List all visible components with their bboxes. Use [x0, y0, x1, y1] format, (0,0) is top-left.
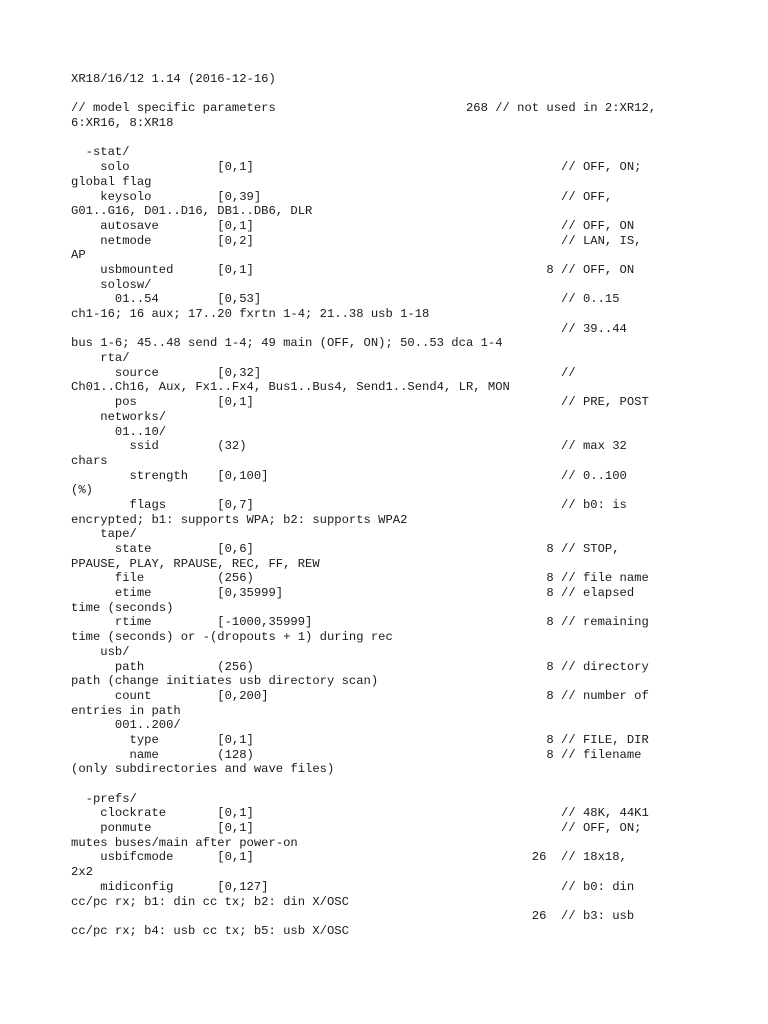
- text-line: flags [0,7] // b0: is: [71, 497, 627, 512]
- text-line: 6:XR16, 8:XR18: [71, 116, 174, 131]
- text-line: cc/pc rx; b4: usb cc tx; b5: usb X/OSC: [71, 923, 349, 938]
- text-line: time (seconds) or -(dropouts + 1) during rec: [71, 630, 393, 645]
- text-line: XR18/16/12 1.14 (2016-12-16): [71, 72, 276, 86]
- text-line: ch1-16; 16 aux; 17..20 fxrtn 1-4; 21..38 usb 1-18: [71, 307, 430, 321]
- text-line: solo [0,1] // OFF, ON;: [71, 160, 642, 175]
- text-line: encrypted; b1: supports WPA; b2: supports WPA2: [71, 512, 408, 527]
- text-line: rtime [-1000,35999] 8 // remaining: [71, 615, 649, 630]
- text-line: time (seconds): [71, 600, 174, 615]
- text-line: // 39..44: [71, 321, 627, 336]
- text-line: midiconfig [0,127] // b0: din: [71, 879, 635, 894]
- text-line: ponmute [0,1] // OFF, ON;: [71, 821, 642, 836]
- text-line: cc/pc rx; b1: din cc tx; b2: din X/OSC: [71, 894, 349, 909]
- text-line: (only subdirectories and wave files): [71, 762, 335, 777]
- text-line: path (256) 8 // directory: [71, 659, 649, 674]
- text-line: PPAUSE, PLAY, RPAUSE, REC, FF, REW: [71, 556, 320, 571]
- text-line: usbifcmode [0,1] 26 // 18x18,: [71, 850, 627, 865]
- text-line: clockrate [0,1] // 48K, 44K1: [71, 806, 649, 821]
- text-line: tape/: [71, 527, 137, 542]
- text-line: source [0,32] //: [71, 365, 576, 380]
- text-line: usb/: [71, 644, 130, 659]
- text-line: 001..200/: [71, 718, 181, 733]
- text-line: 2x2: [71, 865, 93, 880]
- text-line: 01..10/: [71, 424, 167, 439]
- text-line: rta/: [71, 351, 130, 366]
- text-line: name (128) 8 // filename: [71, 747, 642, 762]
- text-line: mutes buses/main after power-on: [71, 835, 298, 850]
- text-line: autosave [0,1] // OFF, ON: [71, 218, 635, 233]
- text-line: -stat/: [71, 145, 130, 160]
- text-line: global flag: [71, 174, 152, 189]
- text-line: G01..G16, D01..D16, DB1..DB6, DLR: [71, 204, 313, 219]
- text-line: strength [0,100] // 0..100: [71, 468, 627, 483]
- text-line: netmode [0,2] // LAN, IS,: [71, 233, 642, 248]
- text-line: file (256) 8 // file name: [71, 571, 649, 586]
- document-text: [71, 72, 656, 939]
- text-line: chars: [71, 453, 108, 468]
- text-line: (%): [71, 483, 93, 498]
- text-line: -prefs/: [71, 791, 137, 806]
- text-line: keysolo [0,39] // OFF,: [71, 189, 613, 204]
- text-line: [71, 131, 656, 146]
- text-line: type [0,1] 8 // FILE, DIR: [71, 732, 649, 747]
- text-line: bus 1-6; 45..48 send 1-4; 49 main (OFF, ON); 50..53 dca 1-4: [71, 336, 503, 351]
- text-line: etime [0,35999] 8 // elapsed: [71, 586, 635, 601]
- text-line: state [0,6] 8 // STOP,: [71, 542, 620, 556]
- text-line: ssid (32) // max 32: [71, 439, 627, 454]
- text-line: networks/: [71, 409, 167, 424]
- text-line: usbmounted [0,1] 8 // OFF, ON: [71, 262, 635, 277]
- text-line: 26 // b3: usb: [71, 909, 635, 924]
- text-line: Ch01..Ch16, Aux, Fx1..Fx4, Bus1..Bus4, Send1..Send4, LR, MON: [71, 380, 510, 395]
- text-line: pos [0,1] // PRE, POST: [71, 395, 649, 410]
- text-line: AP: [71, 248, 86, 263]
- text-line: count [0,200] 8 // number of: [71, 688, 649, 703]
- text-line: 01..54 [0,53] // 0..15: [71, 292, 620, 307]
- text-line: entries in path: [71, 703, 181, 718]
- text-line: solosw/: [71, 277, 152, 292]
- text-line: // model specific parameters 268 // not used in 2:XR12,: [71, 101, 657, 116]
- text-line: [71, 87, 656, 102]
- text-line: path (change initiates usb directory scan): [71, 674, 379, 689]
- text-line: [71, 777, 656, 792]
